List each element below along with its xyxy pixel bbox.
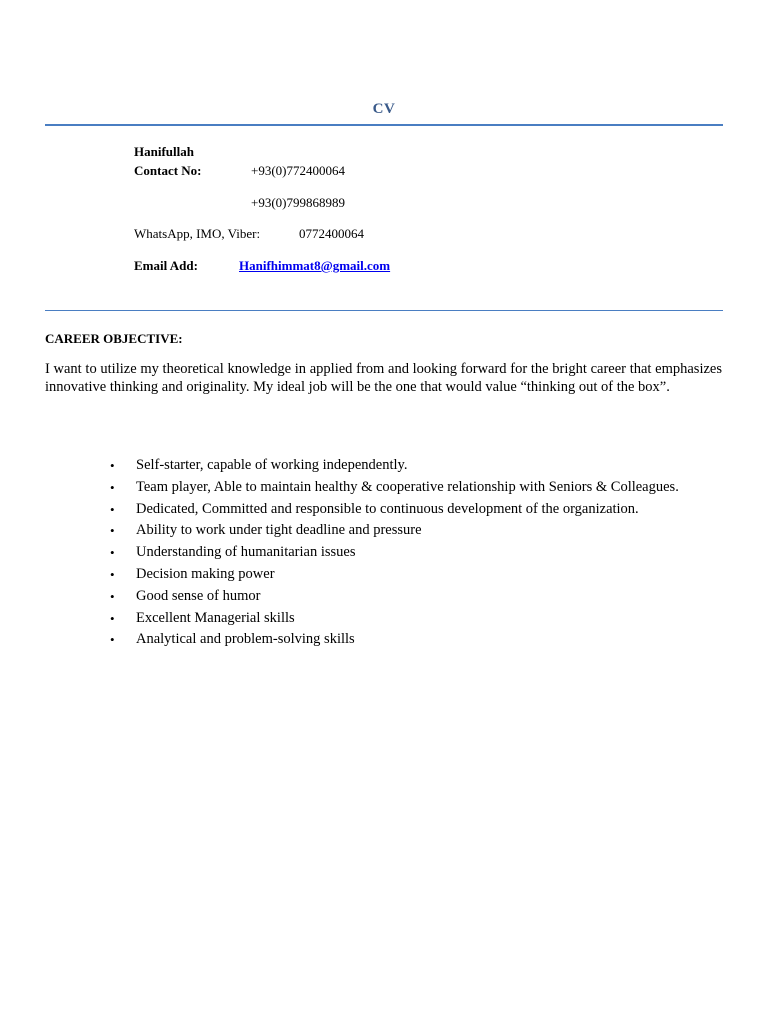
- bullet-icon: •: [110, 566, 115, 582]
- document-title: CV: [372, 101, 396, 117]
- email-link[interactable]: Hanifhimmat8@gmail.com: [239, 258, 391, 273]
- section-divider: [45, 310, 723, 311]
- bullet-icon: •: [110, 523, 115, 539]
- bullet-icon: •: [110, 501, 115, 517]
- messaging-label: WhatsApp, IMO, Viber:: [134, 226, 261, 241]
- bullet-icon: •: [110, 632, 115, 648]
- bullet-icon: •: [110, 545, 115, 561]
- list-item: [110, 477, 679, 499]
- list-item: [110, 564, 679, 586]
- list-item: [110, 608, 679, 630]
- skill-text: Team player, Able to maintain healthy & cooperative relationship with Seniors & Colleagues.: [136, 478, 679, 495]
- list-item: [110, 586, 679, 608]
- email-label: Email Add:: [134, 258, 198, 273]
- skill-text: Excellent Managerial skills: [136, 609, 295, 626]
- messaging-number: 0772400064: [299, 226, 364, 241]
- list-item: [110, 629, 679, 651]
- career-objective-text: I want to utilize my theoretical knowledge in applied from and looking forward for the bright career that emphasizes innovative thinking and originality. My ideal job will be the one that would value “thinking out of the box”.: [45, 361, 722, 395]
- bullet-icon: •: [110, 479, 115, 495]
- skills-list: [110, 455, 679, 651]
- contact-label: Contact No:: [134, 163, 202, 178]
- skill-text: Understanding of humanitarian issues: [136, 544, 356, 561]
- phone-secondary: +93(0)799868989: [251, 195, 345, 210]
- header-divider: [45, 124, 723, 126]
- bullet-icon: •: [110, 588, 115, 604]
- list-item: [110, 455, 679, 477]
- bullet-icon: •: [110, 458, 115, 473]
- skill-text: Self-starter, capable of working independently.: [136, 457, 408, 473]
- career-objective-heading: CAREER OBJECTIVE:: [45, 331, 183, 346]
- bullet-icon: •: [110, 610, 115, 626]
- list-item: [110, 499, 679, 521]
- skill-text: Decision making power: [136, 565, 275, 582]
- skill-text: Analytical and problem-solving skills: [136, 631, 355, 648]
- contact-name: Hanifullah: [134, 144, 194, 159]
- skill-text: Dedicated, Committed and responsible to continuous development of the organization.: [136, 500, 639, 517]
- list-item: [110, 542, 679, 564]
- skill-text: Ability to work under tight deadline and pressure: [136, 522, 422, 539]
- list-item: [110, 520, 679, 542]
- skill-text: Good sense of humor: [136, 587, 261, 604]
- phone-primary: +93(0)772400064: [251, 163, 345, 178]
